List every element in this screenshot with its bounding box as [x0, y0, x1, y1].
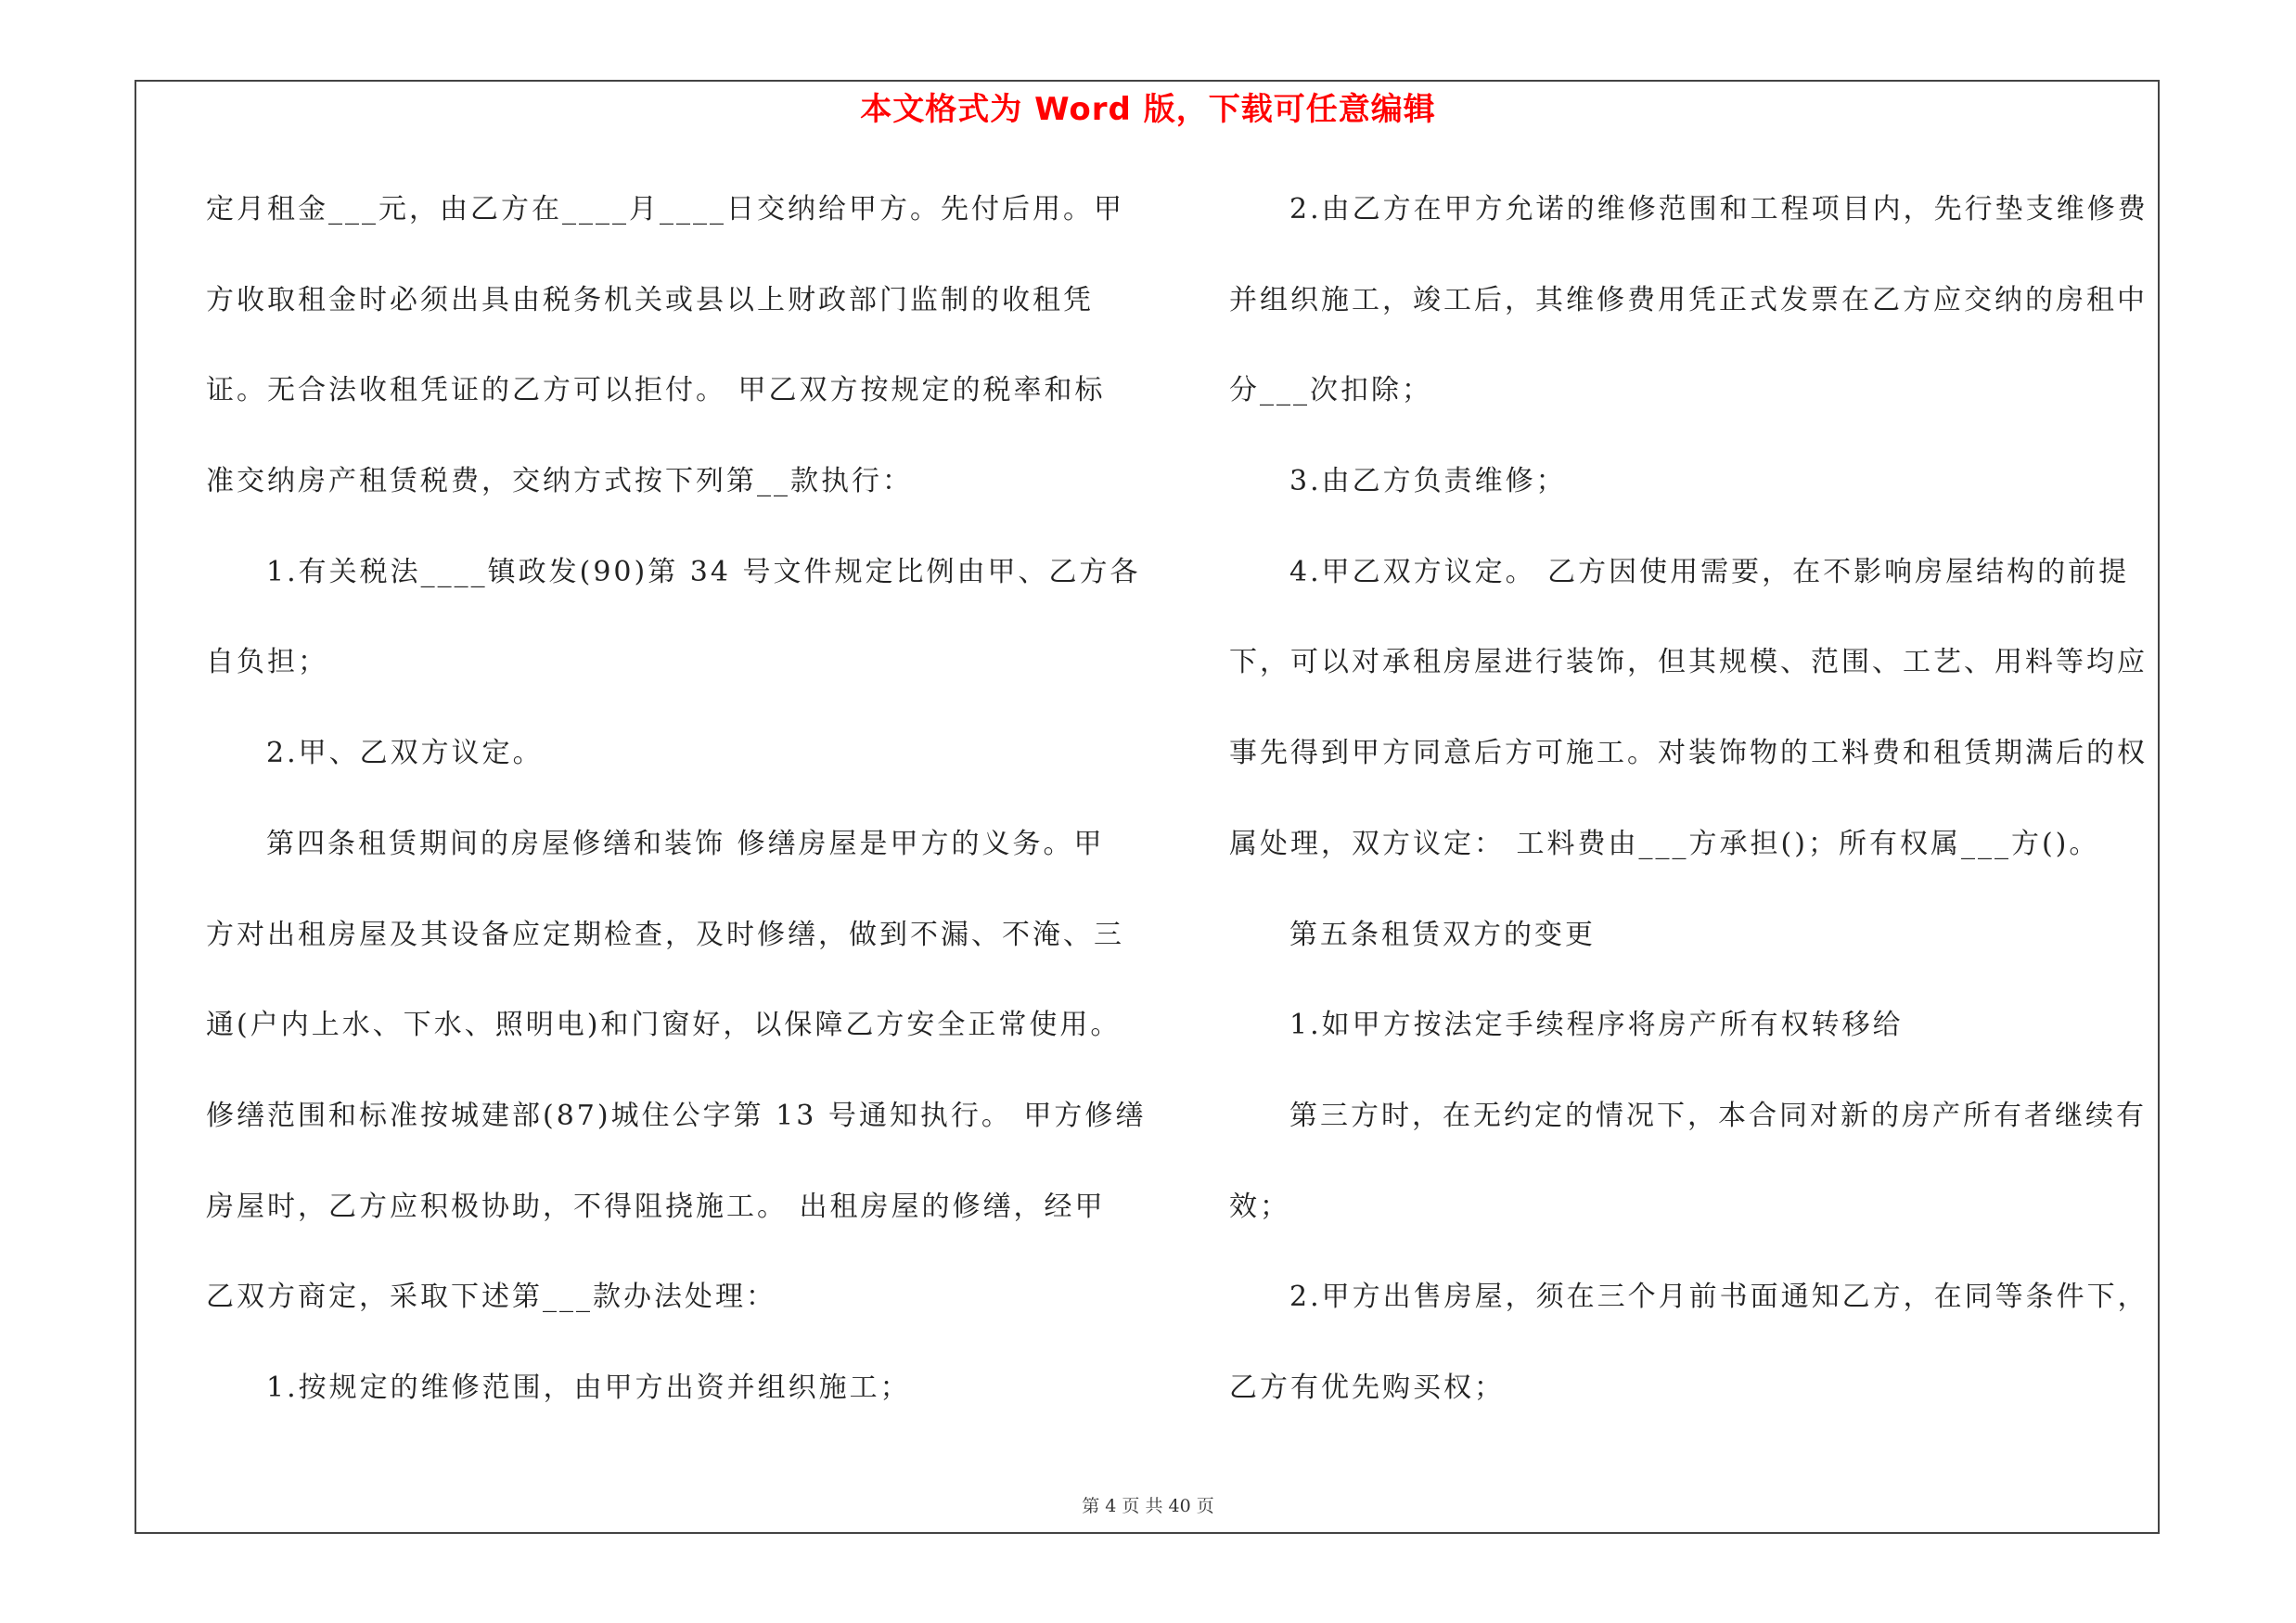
text-line: 房屋时，乙方应积极协助，不得阻挠施工。 出租房屋的修缮，经甲	[206, 1190, 1106, 1223]
text-line: 效；	[1229, 1190, 1290, 1223]
text-line: 1.有关税法____镇政发(90)第 34 号文件规定比例由甲、乙方各	[266, 555, 1141, 588]
text-line: 1.按规定的维修范围，由甲方出资并组织施工；	[266, 1371, 911, 1404]
text-line: 下，可以对承租房屋进行装饰，但其规模、范围、工艺、用料等均应	[1229, 646, 2148, 679]
text-line: 4.甲乙双方议定。 乙方因使用需要，在不影响房屋结构的前提	[1289, 555, 2130, 588]
text-line: 修缮范围和标准按城建部(87)城住公字第 13 号通知执行。 甲方修缮	[206, 1099, 1147, 1132]
left-text-column	[206, 182, 1147, 1451]
text-line: 乙方有优先购买权；	[1229, 1371, 1505, 1404]
text-line: 2.甲、乙双方议定。	[266, 737, 544, 770]
page-number-footer: 第 4 页 共 40 页	[1082, 1496, 1214, 1516]
text-line: 证。无合法收租凭证的乙方可以拒付。 甲乙双方按规定的税率和标	[206, 374, 1106, 407]
text-line: 2.甲方出售房屋，须在三个月前书面通知乙方，在同等条件下，	[1289, 1281, 2148, 1314]
text-line: 并组织施工，竣工后，其维修费用凭正式发票在乙方应交纳的房租中	[1229, 283, 2148, 316]
text-line: 事先得到甲方同意后方可施工。对装饰物的工料费和租赁期满后的权	[1229, 737, 2148, 770]
text-line: 准交纳房产租赁税费，交纳方式按下列第__款执行：	[206, 465, 913, 498]
text-line: 3.由乙方负责维修；	[1289, 465, 1567, 498]
text-line: 1.如甲方按法定手续程序将房产所有权转移给	[1289, 1009, 1904, 1042]
text-line: 方对出租房屋及其设备应定期检查，及时修缮，做到不漏、不淹、三	[206, 918, 1124, 951]
text-line: 第四条租赁期间的房屋修缮和装饰 修缮房屋是甲方的义务。甲	[266, 827, 1105, 860]
text-line: 乙双方商定，采取下述第___款办法处理：	[206, 1281, 776, 1314]
text-line: 定月租金___元，由乙方在____月____日交纳给甲方。先付后用。甲	[206, 193, 1124, 225]
right-text-column	[1229, 182, 2161, 1451]
format-notice-banner: 本文格式为 Word 版，下载可任意编辑	[860, 91, 1436, 128]
text-line: 2.由乙方在甲方允诺的维修范围和工程项目内，先行垫支维修费	[1289, 193, 2148, 225]
text-line: 通(户内上水、下水、照明电)和门窗好，以保障乙方安全正常使用。	[206, 1009, 1122, 1042]
text-line: 第三方时，在无约定的情况下，本合同对新的房产所有者继续有	[1289, 1099, 2147, 1132]
text-line: 方收取租金时必须出具由税务机关或县以上财政部门监制的收租凭	[206, 283, 1094, 316]
text-line: 第五条租赁双方的变更	[1289, 918, 1596, 951]
text-line: 分___次扣除；	[1229, 374, 1432, 407]
text-line: 属处理，双方议定： 工料费由___方承担()；所有权属___方()。	[1229, 827, 2100, 860]
text-line: 自负担；	[206, 646, 328, 679]
